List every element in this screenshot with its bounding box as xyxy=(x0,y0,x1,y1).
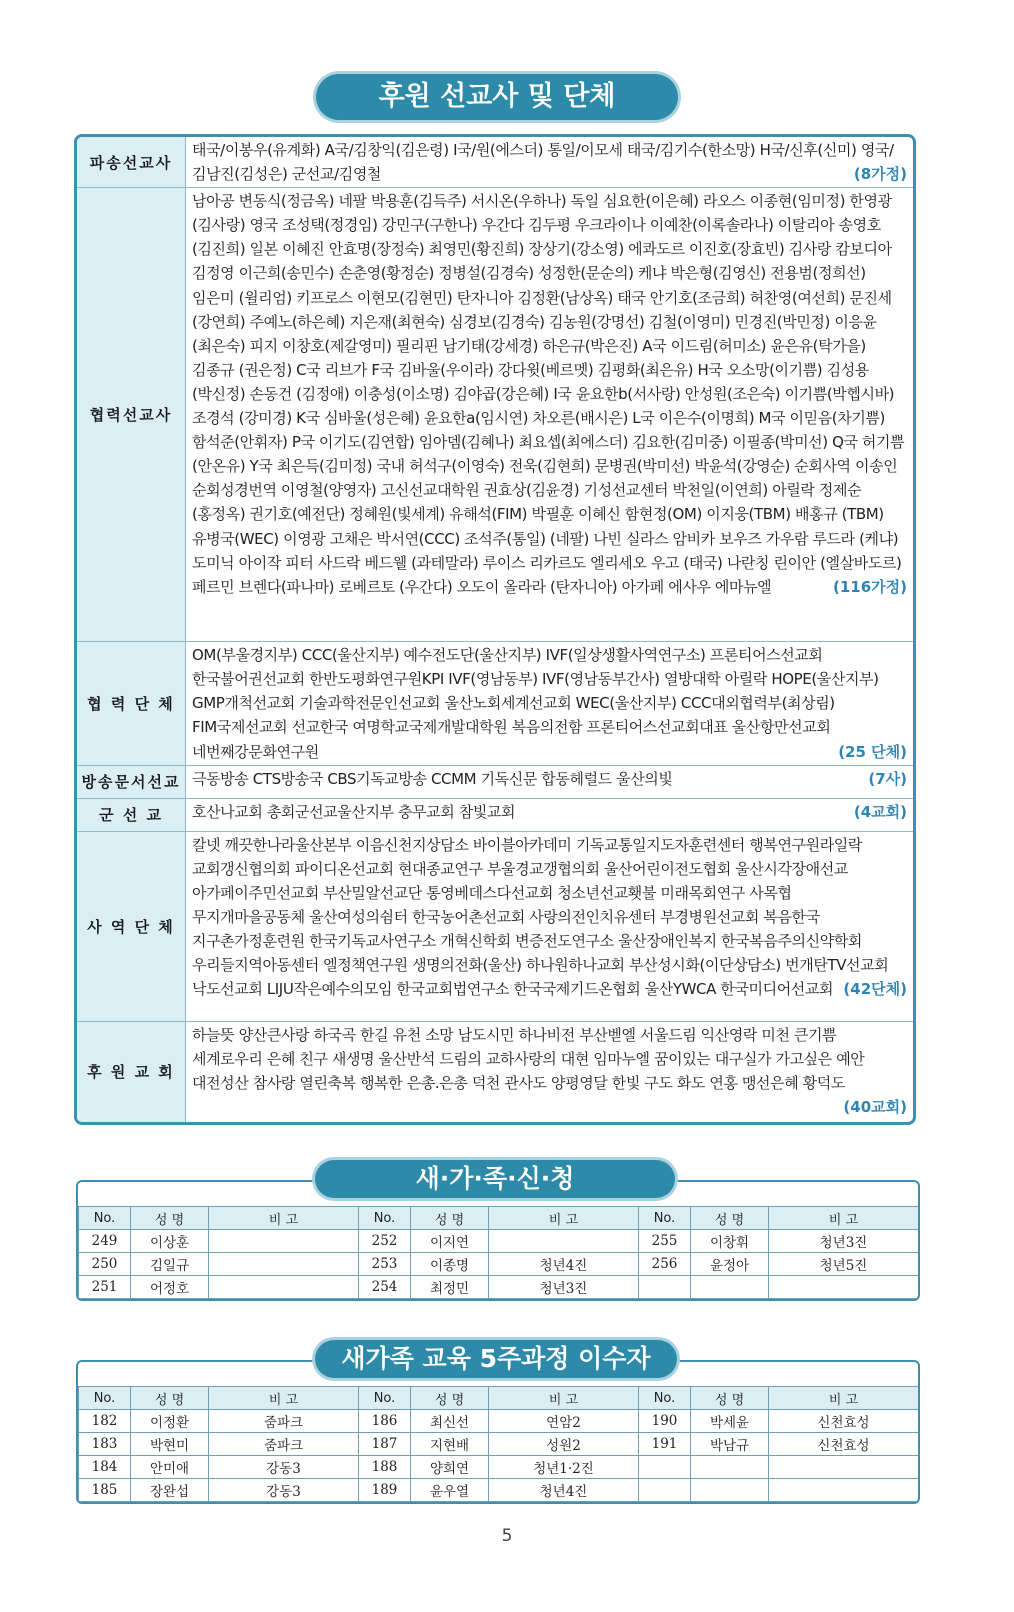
support-row xyxy=(77,832,913,1022)
entry-name: 안미애 xyxy=(131,1456,209,1479)
entry-number: 186 xyxy=(359,1410,411,1433)
support-row xyxy=(77,642,913,765)
entry-note: 줌파크 xyxy=(209,1410,359,1433)
table-row xyxy=(79,1253,919,1276)
entry-name: 박현미 xyxy=(131,1433,209,1456)
support-row xyxy=(77,188,913,642)
support-row xyxy=(77,766,913,799)
support-category-list xyxy=(186,766,913,799)
column-header: No. xyxy=(639,1387,691,1410)
column-header: 성 명 xyxy=(131,1387,209,1410)
support-category-list xyxy=(186,1022,913,1122)
column-header: 성 명 xyxy=(411,1207,489,1230)
column-header: No. xyxy=(359,1207,411,1230)
table-row xyxy=(79,1230,919,1253)
column-header: 비 고 xyxy=(489,1207,639,1230)
entry-name: 장완섭 xyxy=(131,1479,209,1502)
entry-number: 253 xyxy=(359,1253,411,1276)
support-category-label: 군 선 교 xyxy=(77,799,186,832)
support-row xyxy=(77,799,913,832)
support-table xyxy=(74,134,916,1125)
column-header: 성 명 xyxy=(691,1207,769,1230)
support-list-text: 극동방송 CTS방송국 CBS기독교방송 CCMM 기독신문 합동헤럴드 울산의빛 xyxy=(192,769,673,788)
entry-note: 신천효성 xyxy=(769,1433,919,1456)
entry-note xyxy=(769,1479,919,1502)
entry-number: 251 xyxy=(79,1276,131,1299)
support-list-text: 칼넷 깨끗한나라울산본부 이음신천지상담소 바이블아카데미 기독교통일지도자훈련센터 행복연구원라일락 교회갱신협의회 파이디온선교회 현대종교연구 부울경교갱협의회 울산어린이전도협회 울산시각장애선교 아가페이주민선교회 부산밀알선교단 통영베데스다선교회 청소년선교횃불 미래목회연구 사목협 무지개마을공동체 울산여성의쉼터 한국농어촌선교회 사랑의전인치유센터 부경병원선교회 복음한국 지구촌가정훈련원 한국기독교사연구소 개혁신학회 변증전도연구소 울산장애인복지 한국복음주의신약학회 우리들지역아동센터 엘정책연구원 생명의전화(울산) 하나원하나교회 부산성시화(이단상담소) 번개탄TV선교회 낙도선교회 LIJU작은예수의모임 한국교회법연구소 한국국제기드온협회 울산YWCA 한국미디어선교회 xyxy=(192,835,889,999)
entry-name: 이상훈 xyxy=(131,1230,209,1253)
support-row xyxy=(77,137,913,188)
support-category-label: 방송문서선교 xyxy=(77,766,186,799)
entry-note: 줌파크 xyxy=(209,1433,359,1456)
entry-note: 청년4진 xyxy=(489,1479,639,1502)
entry-number: 252 xyxy=(359,1230,411,1253)
support-count: (4교회) xyxy=(853,802,907,821)
table-row xyxy=(79,1479,919,1502)
support-count: (42단체) xyxy=(843,980,907,999)
support-list-text: 호산나교회 총회군선교울산지부 충무교회 참빛교회 xyxy=(192,802,516,821)
entry-number: 187 xyxy=(359,1433,411,1456)
support-category-list xyxy=(186,188,913,642)
entry-note: 청년3진 xyxy=(489,1276,639,1299)
column-header: 비 고 xyxy=(489,1387,639,1410)
support-count: (40교회) xyxy=(843,1097,907,1116)
entry-name: 이정환 xyxy=(131,1410,209,1433)
entry-note: 청년5진 xyxy=(769,1253,919,1276)
support-count: (25 단체) xyxy=(838,742,907,761)
entry-number xyxy=(639,1479,691,1502)
entry-name: 이종명 xyxy=(411,1253,489,1276)
entry-note: 강동3 xyxy=(209,1479,359,1502)
column-header: 성 명 xyxy=(411,1387,489,1410)
support-count: (7사) xyxy=(868,769,907,788)
table-row xyxy=(79,1410,919,1433)
entry-number: 189 xyxy=(359,1479,411,1502)
column-header: 비 고 xyxy=(769,1207,919,1230)
entry-note: 강동3 xyxy=(209,1456,359,1479)
entry-note xyxy=(209,1276,359,1299)
table-row xyxy=(79,1433,919,1456)
entry-number xyxy=(639,1276,691,1299)
column-header: No. xyxy=(79,1387,131,1410)
entry-name: 이지연 xyxy=(411,1230,489,1253)
support-list-text: OM(부울경지부) CCC(울산지부) 예수전도단(울산지부) IVF(일상생활사역연구소) 프론티어스선교회 한국불어권선교회 한반도평화연구원KPI IVF(영남동부) IVF(영남동부간사) 열방대학 아릴락 HOPE(울산지부) GMP개척선교회 기술과학전문인선교회 울산노회세계선교회 WEC(울산지부) CCC대외협력부(최상림) FIM국제선교회 선교한국 여명학교국제개발대학원 복음의전함 프론티어스선교회대표 울산항만선교회 네번째강문화연구원 xyxy=(192,646,879,761)
support-category-list xyxy=(186,832,913,1022)
entry-name: 지현배 xyxy=(411,1433,489,1456)
entry-name: 박세윤 xyxy=(691,1410,769,1433)
column-header: 비 고 xyxy=(769,1387,919,1410)
entry-number xyxy=(639,1456,691,1479)
column-header: 비 고 xyxy=(209,1207,359,1230)
support-list-text: 태국/이봉우(유계화) A국/김창익(김은령) I국/원(에스더) 통일/이모세 태국/김기수(한소망) H국/신후(신미) 영국/김남진(김성은) 군선교/김영철 xyxy=(192,141,894,184)
column-header: 성 명 xyxy=(131,1207,209,1230)
entry-name xyxy=(691,1456,769,1479)
entry-number: 183 xyxy=(79,1433,131,1456)
entry-note: 신천효성 xyxy=(769,1410,919,1433)
entry-name: 이창휘 xyxy=(691,1230,769,1253)
support-list-text: 남아공 변동식(정금옥) 네팔 박용훈(김득주) 서시온(우하나) 독일 심요한(이은혜) 라오스 이종현(임미정) 한영광(김사랑) 영국 조성택(정경임) 강민구(구한나) 우간다 김두평 우크라이나 이예찬(이록솔라나) 이탈리아 송영호(김진희) 일본 이혜진 안효명(장정숙) 최영민(황진희) 장상기(강소영) 에콰도르 이진호(장효빈) 김사랑 캄보디아 김정영 이근희(송민수) 손춘영(황정순) 정병설(김경숙) 성정한(문순의) 케냐 박은형(김영신) 전용범(정희선) 임은미 (윌리엄) 키프로스 이현모(김현민) 탄자니아 김정환(남상옥) 태국 안기호(조금희) 허찬영(여선희) 문진세 (강연희) 주예노(하은혜) 지은재(최현숙) 심경보(김경숙) 김농원(강명선) 김철(이영미) 민경진(박민정) 이응윤 (최은숙) 피지 이창호(제갈영미) 필리핀 남기태(강세경) 하은규(박은진) A국 이드림(허미소) 윤은유(탁가을) 김종규 (권은정) C국 리브가 F국 김바울(우이라) 강다윗(베르멧) 김평화(최은유) H국 오소망(이기쁨) 김성용(박신정) 손동건 (김정애) 이충성(이소명) 김야곱(강은혜) I국 윤요한b(서사랑) 안성원(조은숙) 이기쁨(박헵시바) 조경석 (강미경) K국 심바울(성은혜) 윤요한a(임시연) 차오른(배시은) L국 이은수(이명희) M국 이믿음(차기쁨) 함석준(안휘자) P국 이기도(김연합) 임아뎀(김혜나) 최요셉(최에스더) 김요한(김미중) 이필종(박미선) Q국 허기쁨(안온유) Y국 최은득(김미정) 국내 허석구(이영숙) 전욱(김현희) 문병권(박미선) 박윤석(강영순) 순회사역 이송인 순회성경번역 이영철(양영자) 고신선교대학원 권효상(김윤경) 기성선교센터 박천일(이연희) 아릴락 정제순(홍정옥) 권기호(예전단) 정혜원(빛세계) 유해석(FIM) 박필훈 이혜신 함현정(OM) 이지웅(TBM) 배홍규 (TBM) 유병국(WEC) 이영광 고채은 박서연(CCC) 조석주(통일) (네팔) 나빈 실라스 암비카 보우즈 가우람 루드라 (케냐) 도미닉 아이작 피터 사드락 베드웰 (과테말라) 루이스 리카르도 엘리세오 우고 (태국) 나란칭 린이안 (엘살바도르) 페르민 브렌다(파나마) 로베르토 (우간다) 오도이 올라라 (탄자니아) 아가페 에사우 에마뉴엘 xyxy=(192,192,905,596)
entry-number: 190 xyxy=(639,1410,691,1433)
entry-number: 254 xyxy=(359,1276,411,1299)
entry-note xyxy=(209,1230,359,1253)
entry-note xyxy=(209,1253,359,1276)
support-category-label: 후 원 교 회 xyxy=(77,1022,186,1122)
support-category-list xyxy=(186,799,913,832)
entry-name: 박남규 xyxy=(691,1433,769,1456)
entry-note: 청년3진 xyxy=(769,1230,919,1253)
entry-note: 청년1·2진 xyxy=(489,1456,639,1479)
entry-name xyxy=(691,1479,769,1502)
support-category-label: 협 력 단 체 xyxy=(77,642,186,765)
entry-name: 어정호 xyxy=(131,1276,209,1299)
page-title: 후원 선교사 및 단체 xyxy=(316,74,678,120)
entry-name: 양희연 xyxy=(411,1456,489,1479)
entry-name: 김일규 xyxy=(131,1253,209,1276)
column-header: 성 명 xyxy=(691,1387,769,1410)
support-list-text: 하늘뜻 양산큰사랑 하국곡 한길 유천 소망 남도시민 하나비전 부산벧엘 서울드림 익산영락 미천 큰기쁨 세계로우리 은혜 친구 새생명 울산반석 드림의 교하사랑의 대현 임마누엘 꿈이있는 대구실가 가고싶은 예안 대전성산 참사랑 열린축복 행복한 은총.은총 덕천 관사도 양평영달 한빛 구도 화도 연홍 맹선은혜 황덕도 xyxy=(192,1025,865,1092)
new-family-table xyxy=(76,1180,920,1301)
entry-name xyxy=(691,1276,769,1299)
entry-note: 연암2 xyxy=(489,1410,639,1433)
support-category-label: 협력선교사 xyxy=(77,188,186,642)
entry-number: 184 xyxy=(79,1456,131,1479)
entry-number: 188 xyxy=(359,1456,411,1479)
entry-note: 청년4진 xyxy=(489,1253,639,1276)
support-category-list xyxy=(186,642,913,765)
entry-number: 249 xyxy=(79,1230,131,1253)
entry-number: 191 xyxy=(639,1433,691,1456)
column-header: 비 고 xyxy=(209,1387,359,1410)
column-header: No. xyxy=(79,1207,131,1230)
entry-note xyxy=(769,1456,919,1479)
entry-note xyxy=(769,1276,919,1299)
entry-name: 최정민 xyxy=(411,1276,489,1299)
table-row xyxy=(79,1456,919,1479)
support-row xyxy=(77,1022,913,1122)
new-family-title: 새·가·족·신·청 xyxy=(315,1160,675,1198)
support-category-label: 파송선교사 xyxy=(77,137,186,188)
support-count: (8가정) xyxy=(853,165,907,184)
entry-number: 255 xyxy=(639,1230,691,1253)
table-row xyxy=(79,1276,919,1299)
support-count: (116가정) xyxy=(832,577,907,596)
support-category-label: 사 역 단 체 xyxy=(77,832,186,1022)
entry-name: 윤우열 xyxy=(411,1479,489,1502)
entry-number: 256 xyxy=(639,1253,691,1276)
entry-name: 최신선 xyxy=(411,1410,489,1433)
column-header: No. xyxy=(639,1207,691,1230)
entry-number: 250 xyxy=(79,1253,131,1276)
column-header: No. xyxy=(359,1387,411,1410)
entry-note xyxy=(489,1230,639,1253)
entry-name: 윤정아 xyxy=(691,1253,769,1276)
entry-note: 성원2 xyxy=(489,1433,639,1456)
support-category-list xyxy=(186,137,913,188)
education-completion-title: 새가족 교육 5주과정 이수자 xyxy=(315,1340,677,1378)
entry-number: 185 xyxy=(79,1479,131,1502)
education-completion-table xyxy=(76,1360,920,1504)
entry-number: 182 xyxy=(79,1410,131,1433)
page-number: 5 xyxy=(501,1526,513,1546)
